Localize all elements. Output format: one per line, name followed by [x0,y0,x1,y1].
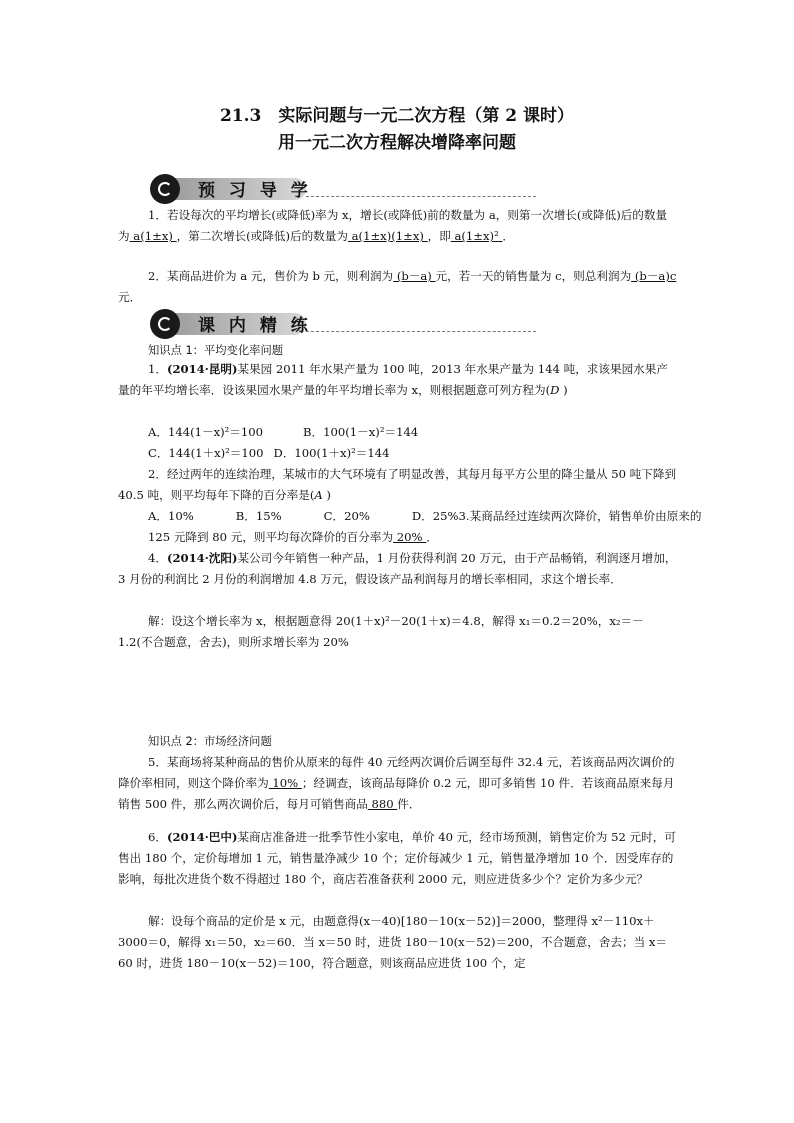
question-2 [118,464,678,506]
answer-blank: 10% [268,776,302,790]
option-b: B．15% [235,509,282,523]
question-source: (2014·昆明) [166,362,238,376]
question-text: 2．某商品进价为 a 元，售价为 b 元，则利润为 [148,269,394,283]
question-number: 6． [148,830,167,844]
preview-question-1 [118,205,678,247]
question-text: 元． [118,290,142,304]
question-2-options-and-question-3 [148,506,708,548]
question-text: 某公司今年销售一种产品，1 月份获得利润 20 万元，由于产品畅销，利润逐月增加，3 月份的利润比 2 月份的利润增加 4.8 万元，假设该产品利润每月的增长率相同，求这个增长率． [118,551,677,586]
option-c: C．20% [323,509,370,523]
question-text: 1．若设每次的平均增长(或降低)率为 x，增长(或降低)前的数量为 a，则第一次增长(或降低)后的数量为 [118,208,668,243]
answer: A [314,488,323,502]
question-text: ；经调查，该商品每降价 0.2 元，即可多销售 10 件．若该商品原来每月销售 500 件，那么两次调价后，每月可销售商品 [118,776,675,811]
question-1 [118,359,678,401]
answer-blank: a(1±x)(1±x) [347,229,428,243]
answer-blank: 880 [367,797,398,811]
book-badge-icon [150,174,180,204]
knowledge-point-1: 知识点 1：平均变化率问题 [148,344,284,357]
question-text: 5．某商场将某种商品的售价从原来的每件 40 元经两次调价后调至每件 32.4 元，若该商品两次调价的降价率相同，则这个降价率为 [118,755,675,790]
option-a: A．10% [148,509,194,523]
question-6-solution: 解：设每个商品的定价是 x 元，由题意得(x－40)[180－10(x－52)]＝2000，整理得 x²－110x＋3000＝0，解得 x₁＝50，x₂＝60．当 x＝50 时，进货 180－10(x－52)＝200，不合题意，舍去；当 x＝60 时，进货 180－10(x－52)＝100，符合题意，则该商品应进货 100 个，定 [118,914,667,970]
question-text: 某果园 2011 年水果产量为 100 吨，2013 年水果产量为 144 吨，求该果园水果产量的年平均增长率．设该果园水果产量的年平均增长率为 x，则根据题意可列方程为( [118,362,668,397]
question-text: 元，若一天的销售量为 c，则总利润为 [435,269,632,283]
section-banner-preview [150,174,530,202]
option-c: C．144(1＋x)²＝100 [148,446,264,460]
question-text: ，第二次增长(或降低)后的数量为 [176,229,348,243]
question-5 [118,752,678,815]
banner-divider [306,331,536,332]
pen-badge-icon [150,309,180,339]
question-text: ． [426,530,438,544]
answer-blank: 20% [393,530,427,544]
page-subtitle: 用一元二次方程解决增降率问题 [278,133,516,153]
preview-question-2 [118,266,678,308]
question-4-solution: 解：设这个增长率为 x，根据题意得 20(1＋x)²－20(1＋x)＝4.8，解得 x₁＝0.2＝20%，x₂＝－1.2(不合题意，舍去)，则所求增长率为 20% [118,614,644,649]
answer-blank: (b－a) [393,269,436,283]
answer: D [550,383,560,397]
option-d: D．100(1＋x)²＝144 [273,446,390,460]
option-b: B．100(1－x)²＝144 [303,425,419,439]
question-6 [118,827,678,890]
options-row-2 [148,443,708,464]
question-text: ) [559,383,568,397]
page-title: 21.3 实际问题与一元二次方程（第 2 课时） [219,106,575,126]
answer-blank: a(1±x) [129,229,177,243]
option-a: A．144(1－x)²＝100 [148,425,264,439]
question-text: ，即 [427,229,451,243]
answer-blank: a(1±x)² [450,229,503,243]
question-number: 4． [148,551,167,565]
question-text: ) [322,488,331,502]
banner-divider [306,196,536,197]
question-source: (2014·沈阳) [166,551,238,565]
banner-label: 预 习 导 学 [198,181,312,201]
question-text: 2．经过两年的连续治理，某城市的大气环境有了明显改善，其每月每平方公里的降尘量从 50 吨下降到 40.5 吨，则平均每年下降的百分率是( [118,467,677,502]
knowledge-point-2: 知识点 2：市场经济问题 [148,735,272,748]
section-banner-practice [150,309,530,337]
question-text: 件． [397,797,421,811]
option-d: D．25% [411,509,459,523]
question-3-text: 3.某商品经过连续两次降价，销售单价由原来的 125 元降到 80 元，则平均每次降价的百分率为 [148,509,702,544]
answer-blank: (b－a)c [631,269,677,283]
question-text: 某商店准备进一批季节性小家电，单价 40 元，经市场预测，销售定价为 52 元时，可售出 180 个，定价每增加 1 元，销售量净减少 10 个；定价每减少 1 元，销售量净增加 10 个．因受库存的影响，每批次进货个数不得超过 180 个，商店若准备获利 2000 元，则应进货多少个？定价为多少元？ [118,830,676,886]
question-4 [118,548,678,590]
question-source: (2014·巴中) [166,830,238,844]
question-number: 1． [148,362,167,376]
options-row-1 [148,422,708,443]
banner-label: 课 内 精 练 [198,316,312,336]
question-text: ． [502,229,515,243]
